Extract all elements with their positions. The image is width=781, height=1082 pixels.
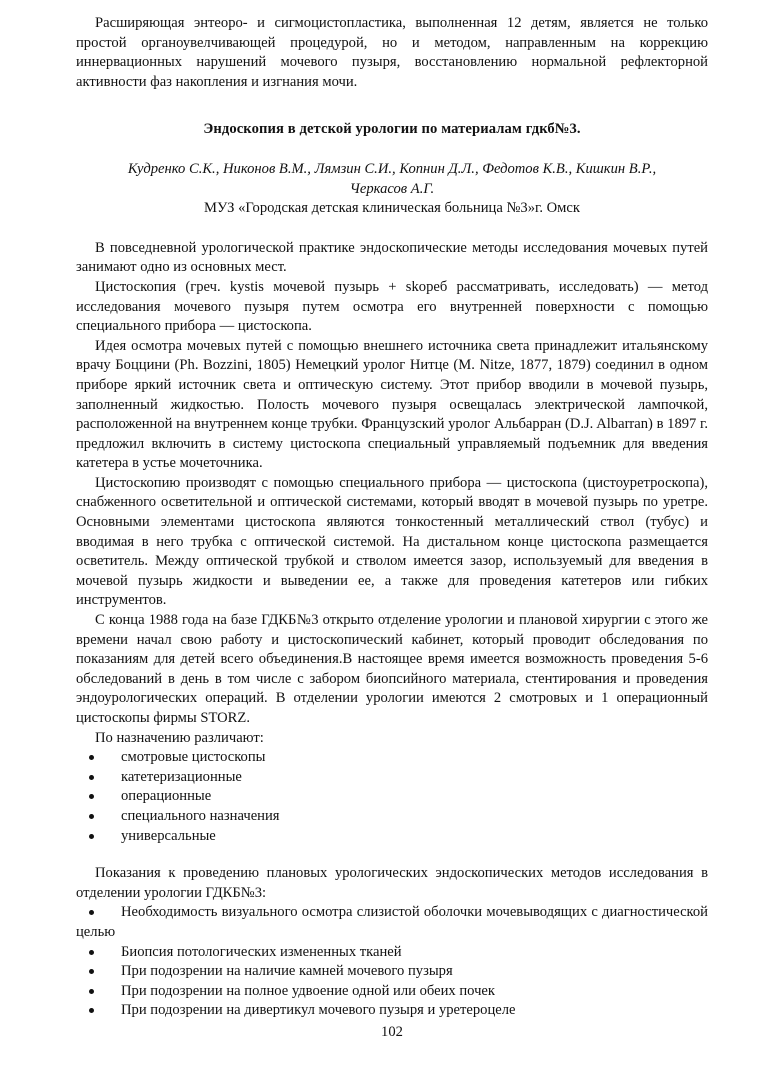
indications-intro: Показания к проведению плановых урологических эндоскопических методов исследования в отделении урологии ГДКБ№3: bbox=[76, 865, 708, 901]
bullet-icon bbox=[89, 910, 94, 915]
list-item: специального назначения bbox=[76, 807, 708, 827]
bullet-icon bbox=[89, 1008, 94, 1013]
list-item: Необходимость визуального осмотра слизистой оболочки мочевыводящих с диагностической целью bbox=[76, 904, 708, 940]
list-item: Биопсия потологических измененных тканей bbox=[76, 943, 708, 963]
intro-paragraph: Расширяющая энтеоро- и сигмоцистопластика, выполненная 12 детям, является не только простой органоувелчивающей процедурой, но и методом, направленным на коррекцию иннервационных нарушений мочевого пузыря, восстановлению нормальной рефлекторной активности фаз накопления и изгнания мочи. bbox=[76, 15, 708, 90]
authors-line-1: Кудренко С.К., Никонов В.М., Лямзин С.И., Копнин Д.Л., Федотов К.В., Кишкин В.Р., bbox=[127, 160, 657, 177]
bullet-icon bbox=[89, 969, 94, 974]
body-paragraph: Цистоскопия (греч. kystis мочевой пузырь + skopeб рассматривать, исследовать) — метод исследования мочевого пузыря путем осмотра его внутренней поверхности с помощью специального прибора — цистоскопа. bbox=[76, 278, 708, 335]
list-item: При подозрении на наличие камней мочевого пузыря bbox=[76, 962, 708, 982]
body-paragraph: В повседневной урологической практике эндоскопические методы исследования мочевых путей занимают одно из основных мест. bbox=[76, 239, 708, 276]
list-item: При подозрении на дивертикул мочевого пузыря и уретероцеле bbox=[76, 1001, 708, 1021]
bullet-icon bbox=[89, 755, 94, 760]
bullet-icon bbox=[89, 950, 94, 955]
bullet-icon bbox=[89, 775, 94, 780]
article-title: Эндоскопия в детской урологии по материалам гдкб№3. bbox=[203, 121, 581, 138]
body-paragraph: Идея осмотра мочевых путей с помощью внешнего источника света принадлежит итальянскому врачу Боццини (Ph. Bozzini, 1805) Немецкий уролог Нитце (M. Nitze, 1877, 1879) соединил в одном приборе яркий источник света и оптическую систему. Этот прибор вводили в мочевой пузырь, заполненный жидкостью. Полость мочевого пузыря освещалась электрической лампочкой, расположенной на внутреннем конце трубки. Французский уролог Альбарран (D.J. Albarran) в 1897 г. предложил включить в систему цистоскопа специальный управляемый подъемник для введения катетера в устье мочеточника. bbox=[76, 337, 708, 472]
bullet-icon bbox=[89, 834, 94, 839]
list-item: универсальные bbox=[76, 827, 708, 847]
list-item: смотровые цистоскопы bbox=[76, 748, 708, 768]
document-page bbox=[76, 14, 708, 1043]
bullet-icon bbox=[89, 814, 94, 819]
body-paragraph: С конца 1988 года на базе ГДКБ№3 открыто отделение урологии и плановой хирургии с этого же времени начал свою работу и цистоскопический кабинет, который проводит обследования по показаниям для детей всего объединения.В настоящее время имеется возможность проведения 5-6 обследований в день в том числе с забором биопсийного материала, стентирования и проведения эндоурологических операций. В отделении урологии имеются 2 смотровых и 1 операционный цистоскопы фирмы STORZ. bbox=[76, 612, 708, 726]
bullet-icon bbox=[89, 989, 94, 994]
bullet-icon bbox=[89, 794, 94, 799]
indications-list bbox=[76, 903, 708, 1021]
types-intro: По назначению различают: bbox=[95, 729, 264, 746]
list-item: операционные bbox=[76, 787, 708, 807]
affiliation: МУЗ «Городская детская клиническая больница №3»г. Омск bbox=[204, 200, 580, 217]
list-item: При подозрении на полное удвоение одной или обеих почек bbox=[76, 982, 708, 1002]
page-number: 102 bbox=[381, 1023, 403, 1040]
authors-line-2: Черкасов А.Г. bbox=[349, 180, 435, 197]
body-paragraph: Цистоскопию производят с помощью специального прибора — цистоскопа (цистоуретроскопа), снабженного осветительной и оптической системами, который вводят в мочевой пузырь по уретре. Основными элементами цистоскопа являются тонкостенный металлический ствол (тубус) и вводимая в него трубка с оптической системой. На дистальном конце цистоскопа размещается осветитель. Между оптической трубкой и стволом имеется зазор, используемый для введения в мочевой пузырь жидкости и выведении ее, а также для проведения катетеров или гибких инструментов. bbox=[76, 474, 708, 609]
list-item: катетеризационные bbox=[76, 768, 708, 788]
types-list bbox=[76, 748, 708, 846]
